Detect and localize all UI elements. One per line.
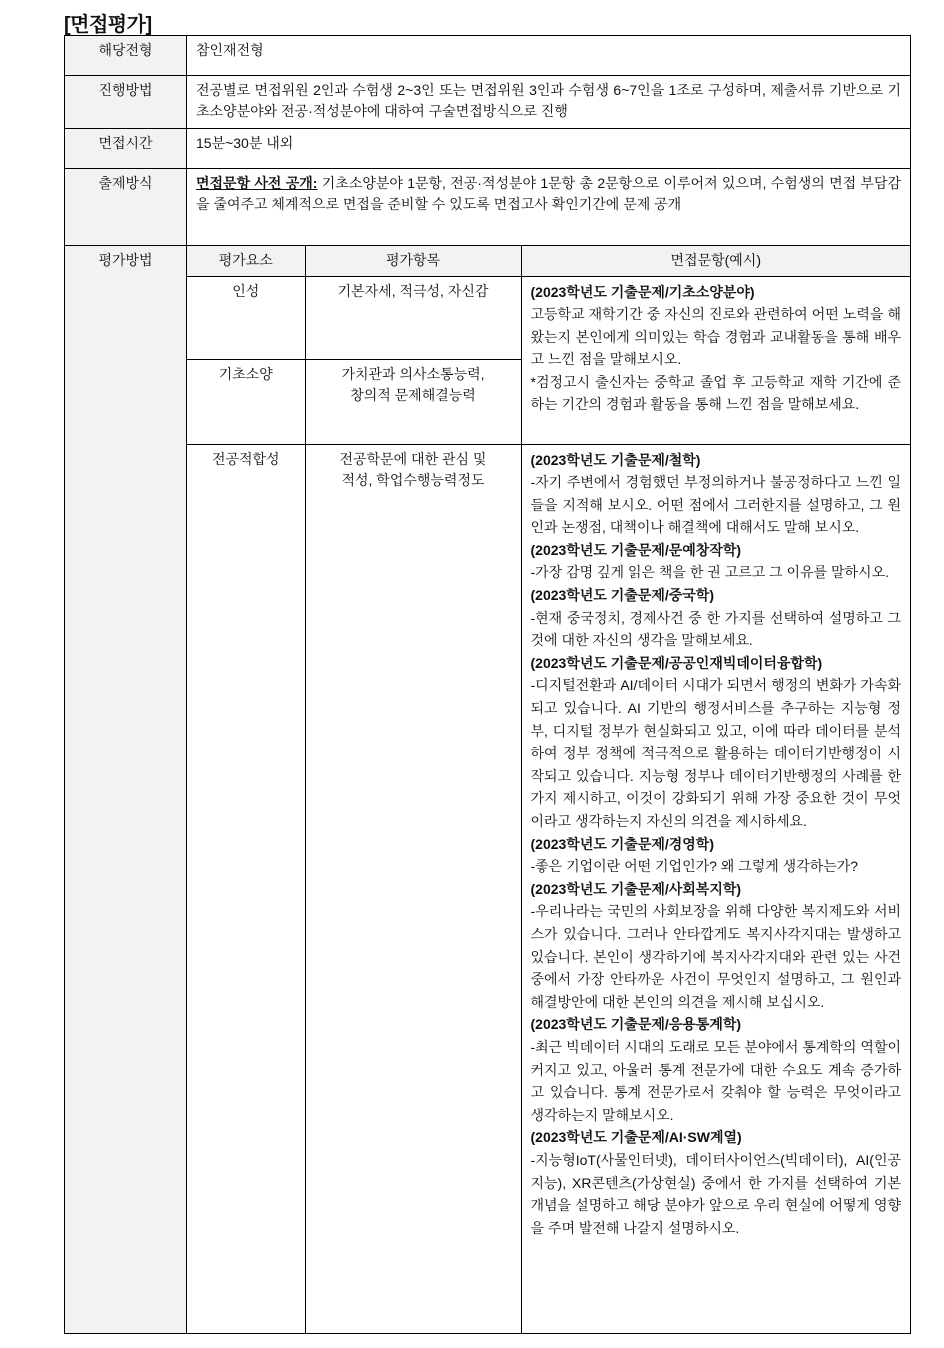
element-major: 전공적합성	[187, 444, 305, 1333]
header-items: 평가항목	[305, 246, 521, 276]
table-row	[187, 444, 910, 1333]
question-text: -가장 감명 깊게 읽은 책을 한 권 고르고 그 이유를 말하시오.	[530, 564, 889, 581]
evaluation-cell	[187, 246, 911, 1334]
question-text: 고등학교 재학기간 중 자신의 진로와 관련하여 어떤 노력을 해왔는지 본인에게 의미있는 학습 경험과 교내활동을 통해 배우고 느낀 점을 말해보시오.	[530, 306, 901, 368]
row-question-format	[65, 169, 911, 246]
label-method: 진행방법	[65, 76, 187, 129]
question-heading: (2023학년도 기출문제/중국학)	[530, 587, 714, 604]
value-question-format	[187, 169, 911, 246]
value-admission-type: 참인재전형	[187, 36, 911, 76]
question-heading: (2023학년도 기출문제/문예창작학)	[530, 541, 742, 558]
row-time	[65, 129, 911, 169]
question-heading: (2023학년도 기출문제/경영학)	[530, 835, 714, 852]
section-title: [면접평가]	[64, 14, 152, 36]
value-method: 전공별로 면접위원 2인과 수험생 2~3인 또는 면접위원 3인과 수험생 6~7인을 1조로 구성하며, 제출서류 기반으로 기초소양분야와 전공·적성분야에 대하여 구술면접방식으로 진행	[187, 76, 911, 129]
question-heading: (2023학년도 기출문제/철학)	[530, 451, 701, 468]
question-text: -우리나라는 국민의 사회보장을 위해 다양한 복지제도와 서비스가 있습니다. 그러나 안타깝게도 복지사각지대는 발생하고 있습니다. 본인이 생각하기에 복지사각지대와 관련 있는 사건 중에서 가장 안타까운 사건이 무엇인지 설명하고, 그 원인과 해결방안에 대한 본인의 의견을 제시해 보십시오.	[530, 903, 901, 1010]
table-row	[187, 276, 910, 359]
question-heading: (2023학년도 기출문제/공공인재빅데이터융합학)	[530, 654, 823, 671]
question-note: *검정고시 출신자는 중학교 졸업 후 고등학교 재학 기간에 준하는 기간의 경험과 활동을 통해 느낀 점을 말해보세요.	[530, 373, 901, 413]
items-major	[305, 444, 521, 1333]
basic-question-cell	[521, 276, 910, 444]
emphasis-text: 면접문항 사전 공개:	[196, 175, 318, 191]
row-admission-type	[65, 36, 911, 76]
question-heading: (2023학년도 기출문제/사회복지학)	[530, 880, 742, 897]
label-question-format: 출제방식	[65, 169, 187, 246]
question-format-text: 기초소양분야 1문항, 전공·적성분야 1문항 총 2문항으로 이루어져 있으며, 수험생의 면접 부담감을 줄여주고 체계적으로 면접을 준비할 수 있도록 면접고사 확인기간에 문제 공개	[196, 175, 901, 212]
label-evaluation: 평가방법	[65, 246, 187, 1334]
items-line: 가치관과 의사소통능력,	[341, 365, 485, 382]
items-line: 창의적 문제해결능력	[350, 386, 476, 403]
interview-evaluation-table	[64, 35, 911, 1334]
row-method	[65, 76, 911, 129]
question-heading: (2023학년도 기출문제/AI·SW계열)	[530, 1129, 742, 1146]
evaluation-header-row	[187, 246, 910, 276]
question-text: -자기 주변에서 경험했던 부정의하거나 불공정하다고 느낀 일들을 지적해 보시오. 어떤 점에서 그러한지를 설명하고, 그 원인과 논쟁점, 대책이나 해결책에 대해서도 말해 보시오.	[530, 474, 901, 536]
question-text: -좋은 기업이란 어떤 기업인가? 왜 그렇게 생각하는가?	[530, 858, 859, 875]
items-basic	[305, 359, 521, 444]
major-question-cell	[521, 444, 910, 1333]
question-text: -현재 중국정치, 경제사건 중 한 가지를 선택하여 설명하고 그것에 대한 자신의 생각을 말해보세요.	[530, 609, 901, 649]
header-element: 평가요소	[187, 246, 305, 276]
items-personality: 기본자세, 적극성, 자신감	[305, 276, 521, 359]
question-text: -지능형IoT(사물인터넷), 데이터사이언스(빅데이터), AI(인공지능), XR콘텐츠(가상현실) 중에서 한 가지를 선택하여 기본 개념을 설명하고 해당 분야가 앞으로 우리 현실에 어떻게 영향을 주며 발전해 나갈지 설명하시오.	[530, 1151, 901, 1236]
items-line: 전공학문에 대한 관심 및	[339, 450, 487, 467]
question-heading: (2023학년도 기출문제/기초소양분야)	[530, 283, 755, 300]
row-evaluation	[65, 246, 911, 1334]
items-line: 적성, 학업수행능력정도	[341, 471, 485, 488]
question-text: -최근 빅데이터 시대의 도래로 모든 분야에서 통계학의 역할이 커지고 있고, 아울러 통계 전문가에 대한 수요도 계속 증가하고 있습니다. 통계 전문가로서 갖춰야 할 능력은 무엇이라고 생각하는지 말해보시오.	[530, 1038, 901, 1123]
element-basic: 기초소양	[187, 359, 305, 444]
evaluation-table	[187, 246, 910, 1333]
header-questions: 면접문항(예시)	[521, 246, 910, 276]
element-personality: 인성	[187, 276, 305, 359]
question-text: -디지털전환과 AI/데이터 시대가 되면서 행정의 변화가 가속화되고 있습니다. AI 기반의 행정서비스를 추구하는 지능형 정부, 디지털 정부가 현실화되고 있고, 이에 따라 데이터를 분석하여 정부 정책에 적극적으로 활용하는 데이터기반행정이 시작되고 있습니다. 지능형 정부나 데이터기반행정의 사례를 한 가지 제시하고, 이것이 강화되기 위해 가장 중요한 것이 무엇이라고 생각하는지 자신의 의견을 제시하세요.	[530, 677, 901, 829]
label-time: 면접시간	[65, 129, 187, 169]
question-heading: (2023학년도 기출문제/응용통계학)	[530, 1016, 742, 1033]
label-admission-type: 해당전형	[65, 36, 187, 76]
value-time: 15분~30분 내외	[187, 129, 911, 169]
